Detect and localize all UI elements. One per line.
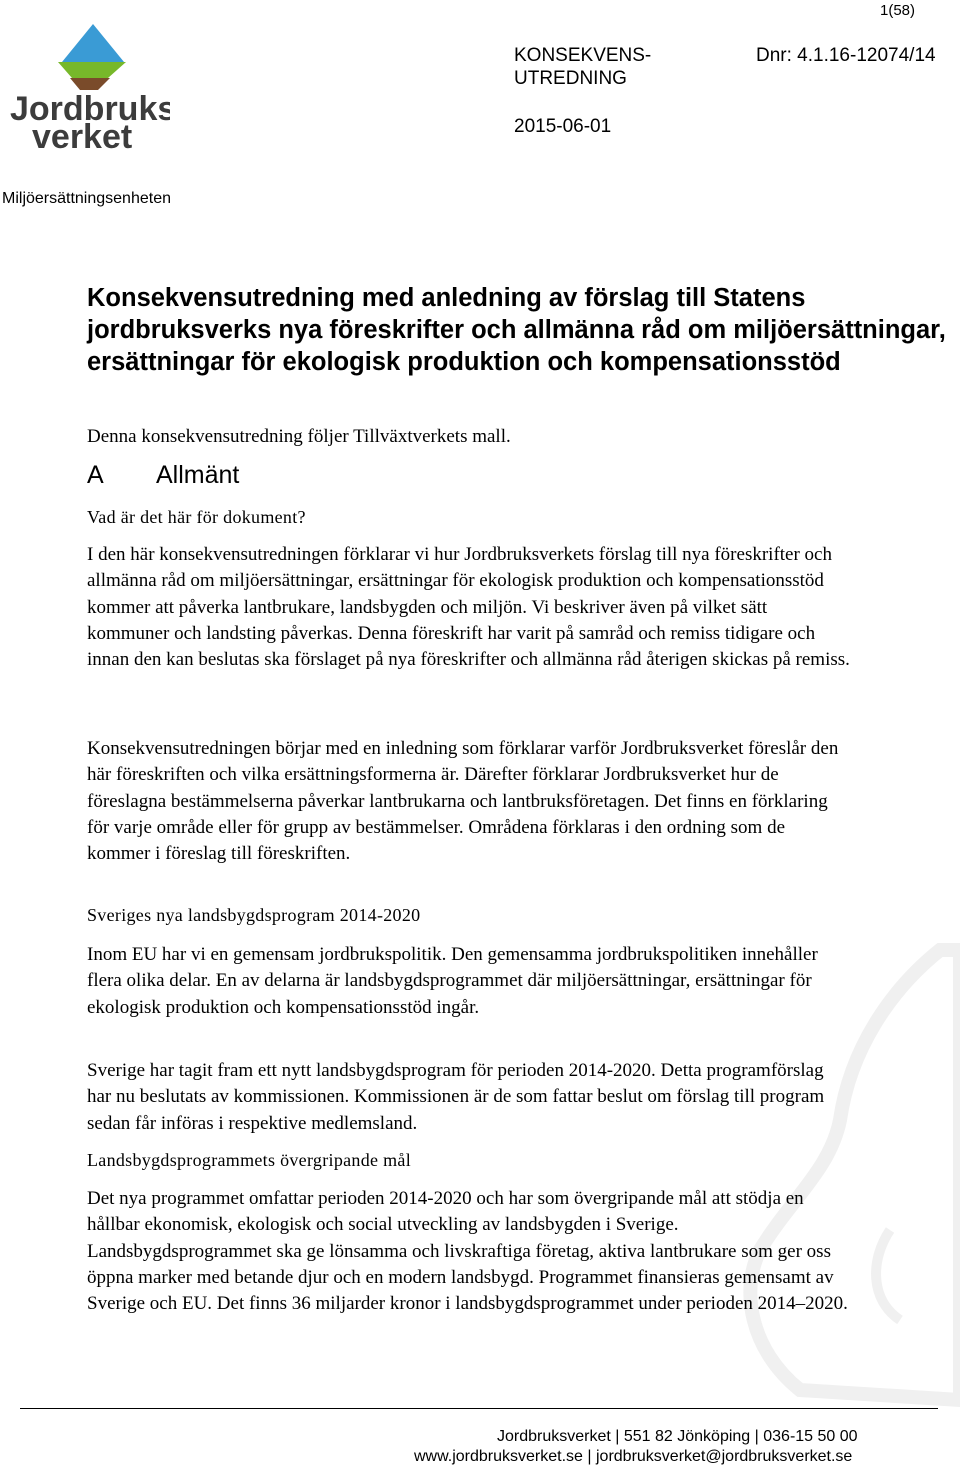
logo-text-line2: verket — [32, 118, 133, 152]
document-date: 2015-06-01 — [514, 116, 612, 137]
registration-number: Dnr: 4.1.16-12074/14 — [756, 45, 936, 66]
footer-contact: www.jordbruksverket.se | jordbruksverket@jordbruksverket.se — [414, 1448, 853, 1465]
section-title: Allmänt — [156, 461, 240, 489]
document-type-line2: UTREDNING — [514, 68, 627, 89]
section-letter: A — [87, 461, 104, 489]
document-type-line1: KONSEKVENS- — [514, 45, 652, 66]
footer-divider — [20, 1408, 938, 1409]
subheading-goals: Landsbygdsprogrammets övergripande mål — [87, 1150, 411, 1170]
intro-text: Denna konsekvensutredning följer Tillväxtverkets mall. — [87, 426, 511, 447]
logo-mark-icon — [58, 24, 126, 90]
jordbruksverket-logo — [8, 22, 170, 152]
subheading-document: Vad är det här för dokument? — [87, 507, 306, 527]
subheading-program: Sveriges nya landsbygdsprogram 2014-2020 — [87, 905, 421, 925]
paragraph-5: Det nya programmet omfattar perioden 2014-2020 och har som övergripande mål att stödja en hållbar ekonomisk, ekologisk och social utveckling av landsbygden i Sverige. Landsbygdsprogrammet ska ge lönsamma och livskraftiga företag, aktiva lantbrukare som ger oss öppna marker med betande djur och en modern landsbygd. Programmet finansieras gemensamt av Sverige och EU. Det finns 36 miljarder kronor i landsbygdsprogrammet under perioden 2014–2020. — [87, 1188, 848, 1315]
document-title: Konsekvensutredning med anledning av förslag till Statens jordbruksverks nya föreskrifter och allmänna råd om miljöersättningar, ersättningar för ekologisk produktion och kompensationsstöd — [87, 284, 946, 376]
paragraph-4: Sverige har tagit fram ett nytt landsbygdsprogram för perioden 2014-2020. Detta programförslag har nu beslutats av kommissionen. Kommissionen är de som fattar beslut om förslag till program sedan får införas i respektive medlemsland. — [87, 1060, 825, 1134]
paragraph-1: I den här konsekvensutredningen förklarar vi hur Jordbruksverkets förslag till nya föreskrifter och allmänna råd om miljöersättningar, ersättningar för ekologisk produktion och kompensationsstöd kommer att påverka lantbrukare, landsbygden och miljön. Vi beskriver även på vilket sätt kommuner och landsting påverkas. Denna föreskrift har varit på samråd och remiss tidigare och innan den kan beslutas ska förslaget på nya föreskrifter och allmänna råd återigen skickas på remiss. — [87, 544, 850, 671]
document-type — [514, 44, 651, 90]
footer-address: Jordbruksverket | 551 82 Jönköping | 036-15 50 00 — [497, 1428, 858, 1445]
logo-text-line1: Jordbruks — [10, 90, 170, 128]
page-number: 1(58) — [880, 2, 916, 19]
paragraph-3: Inom EU har vi en gemensam jordbrukspolitik. Den gemensamma jordbrukspolitiken innehåller flera olika delar. En av delarna är landsbygdsprogrammet där miljöersättningar, ersättningar för ekologisk produktion och kompensationsstöd ingår. — [87, 944, 818, 1018]
paragraph-2: Konsekvensutredningen börjar med en inledning som förklarar varför Jordbruksverket föreslår den här föreskriften och vilka ersättningsformerna är. Därefter förklarar Jordbruksverket hur de föreslagna bestämmelserna påverkar lantbrukarna och lantbruksföretagen. Det finns en förklaring för varje område eller för grupp av bestämmelser. Områdena förklaras i den ordning som de kommer i föreslag till föreskriften. — [87, 738, 839, 865]
section-heading-a — [87, 461, 239, 490]
department-unit: Miljöersättningsenheten — [2, 190, 171, 207]
